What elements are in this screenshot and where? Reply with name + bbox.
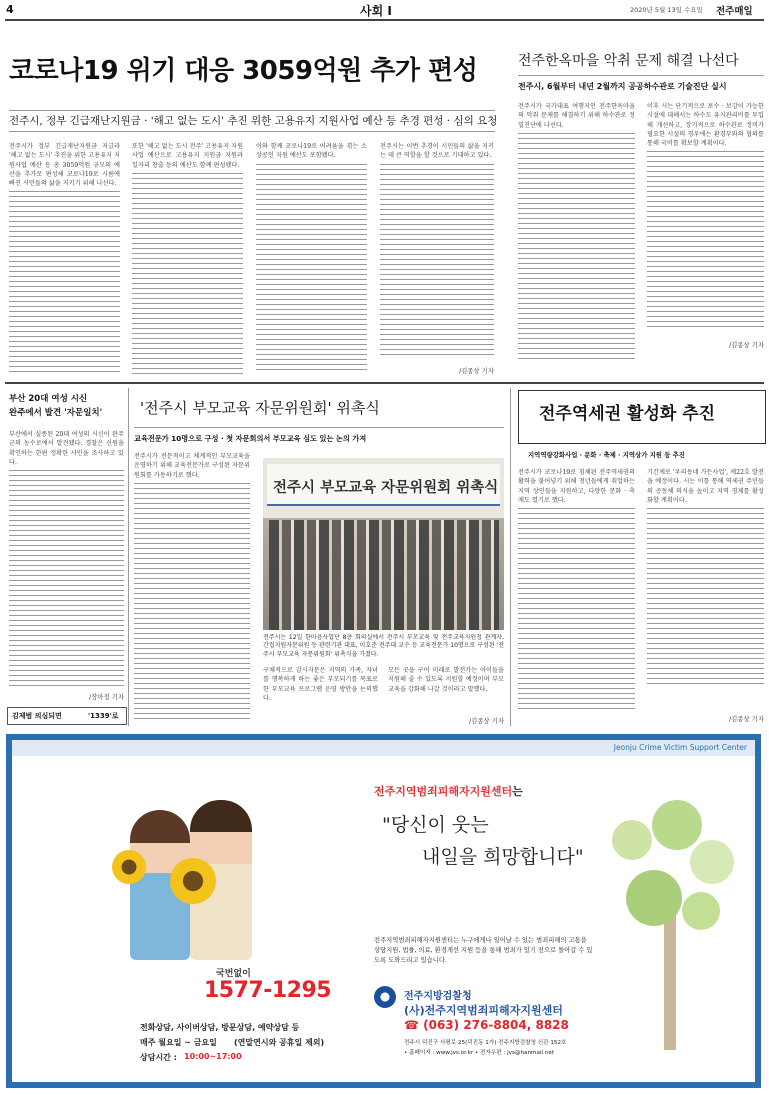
section-divider [5,382,764,384]
station-col-1 [518,468,635,722]
sunflower-icon [170,858,216,904]
hanok-subhead: 전주시, 6월부터 내년 2월까지 공공하수관로 기술진단 실시 [518,82,727,91]
services-text: 전화상담, 사이버상담, 방문상담, 예약상담 등 [140,1023,300,1032]
hotline-number: 1577-1295 [204,978,332,1003]
column-divider-left [128,388,129,726]
page-number: 4 [6,3,14,16]
parent-rule [134,427,504,428]
lead-col-2 [132,142,243,374]
small-ad-label: 김제범 의심되면 [12,712,62,720]
hours-time: 10:00~17:00 [184,1052,242,1061]
lead-col-2-filler [132,173,243,374]
lead-col-1-filler [9,191,120,374]
hanok-byline: /김종상 기자 [728,341,764,349]
brief-title: 부산 20대 여성 시신 [9,394,88,404]
photo-banner-text: 전주시 부모교육 자문위원회 위촉식 [273,479,499,496]
lead-col-1 [9,142,120,374]
leaf-icon-2 [652,800,702,850]
station-col-1-text: 전주시가 코로나19로 침체된 전주역세권의 활력을 불어넣기 위해 청년들에게 취업하는 지역 상인들을 지원하고, 다양한 문화 · 축제도 열기로 했다. [518,469,635,504]
section-name: 사회 I [360,4,392,18]
org-name-2: (사)전주지역범죄피해자지원센터 [404,1004,563,1017]
leaf-icon-4 [626,870,682,926]
parent-col-3-text: 모든 곳을 구어 미래로 발전가는 아이들을 지원해 줄 수 있도록 지원할 예정이며 부모교육을 강화해 나갈 것이라고 말했다. [388,667,504,693]
org-logo-icon [374,986,396,1008]
photo-banner [267,464,500,506]
hours-label: 상담시간 : [140,1053,177,1062]
parent-headline: '전주시 부모교육 자문위원회' 위촉식 [140,399,380,417]
center-name: 전주지역범죄피해자지원센터 [374,785,513,798]
parent-byline: /김종상 기자 [468,717,504,725]
lead-col-4-text: 전주시는 이번 추경이 시민들의 삶을 지키는 데 큰 역할을 할 것으로 기대하고 있다. [380,143,494,160]
org-name-1: 전주지방검찰청 [404,991,472,1002]
sunflower-icon-2 [112,850,146,884]
org-contact[interactable]: • 홈페이지 : www.jvs.or.kr • 전자우편 : jvs@hanmail.net [404,1050,554,1056]
lead-subhead-rule-bottom [9,131,495,132]
lead-col-3-filler [256,164,367,374]
station-col-1-filler [518,508,635,713]
hanok-col-2 [647,102,764,332]
parent-col-2-text: 구체적으로 감시자문은 지역의 가족, 자녀를 행복하게 하는 좋은 부모되기를 목표로 한 부모교육 프로그램 운영 방안을 논의했다. [263,667,378,702]
lead-col-3 [256,142,367,374]
photo-people [269,520,499,630]
parent-subhead: 교육전문가 10명으로 구성 · 첫 자문회의서 부모교육 심도 있는 논의 가져 [134,434,367,443]
lead-subhead-rule [9,110,495,111]
victim-ad [6,734,761,1088]
lead-col-4 [380,142,494,362]
hanok-headline: 전주한옥마을 악취 문제 해결 나선다 [518,53,739,69]
hanok-col-1 [518,102,635,362]
parent-col-1-filler [134,483,250,722]
hanok-col-2-text: 이후 시는 단기적으로 보수 · 보강이 가능한 시설에 대해서는 하수도 유지관리비를 투입해 개선하고, 장기적으로 하수관로 정비가 필요한 시설의 경우에는 환경부와의 협의를 통해 국비를 확보할 계획이다. [647,103,764,148]
lead-headline: 코로나19 위기 대응 3059억원 추가 편성 [9,56,478,86]
brief-text-col [9,430,124,690]
center-name-line [374,780,523,799]
photo-caption: 전주시는 12일 한마음사업단 8층 회의실에서 전주시 부모교육 및 전주교육지원청 관계자, 간접지원자문위원 등 관련기관 대표, 이호준 전주대 교수 등 교육전문가 10명으로 구성된 '전주시 부모교육 자문위원회' 위촉식을 가졌다. [263,634,504,658]
station-col-2-filler [647,508,764,688]
parent-col-2 [263,666,378,722]
hanok-col-1-filler [518,133,635,362]
small-ad-number: '1339'로 [88,712,119,720]
lead-byline: /김종상 기자 [458,367,494,375]
lead-col-3-text: 이와 함께 코로나19로 어려움을 겪는 소상공인 지원 예산도 포함됐다. [256,143,367,160]
hours-note: (연말연시와 공휴일 제외) [234,1038,325,1047]
leaf-icon [612,820,652,860]
org-phone: ☎ (063) 276-8804, 8828 [404,1018,569,1032]
leaf-icon-5 [682,892,720,930]
lead-col-1-text: 전주시가 정부 긴급재난지원금 지급과 '해고 없는 도시' 추진을 위한 고용유지 지원사업 예산 등 총 3059억원 규모의 예산을 추가로 편성해 코로나19로 시름에 빠진 시민들의 삶을 지키기 위해 나선다. [9,143,120,188]
station-col-2 [647,468,764,708]
ad-english-name: Jeonju Crime Victim Support Center [613,743,747,752]
lead-col-2-text: 또한 '해고 없는 도시 전주' 고용유지 지원사업 예산으로 고용유지 지원금 지원과 일자리 창출 등의 예산도 함께 편성됐다. [132,143,243,169]
center-name-suffix: 는 [512,785,523,798]
org-address: 전주시 덕진구 사평로 25(덕진동 1가) 전주지방검찰청 신관 152호 [404,1040,567,1046]
lead-col-4-filler [380,164,494,359]
hanok-col-1-text: 전주시가 국가대표 여행지인 전주한옥마을의 악취 문제를 해결하기 위해 하수관로 정밀진단에 나선다. [518,103,635,129]
brief-text: 부산에서 실종된 20대 여성의 시신이 완주군의 농수로에서 발견됐다. 경찰은 신원을 확인하는 한편 정확한 사인을 조사하고 있다. [9,431,124,466]
masthead-rule [5,19,764,21]
paper-name: 전주매일 [716,6,753,17]
column-divider-right [510,388,511,726]
tree-trunk [664,910,676,1050]
issue-date: 2020년 5월 13일 수요일 [630,6,703,14]
hours-days: 매주 월요일 ~ 금요일 [140,1038,217,1047]
slogan-line-2: 내일을 희망합니다" [422,846,584,868]
parent-col-1 [134,452,250,722]
ceremony-photo [263,458,504,630]
station-headline: 전주역세권 활성화 추진 [539,404,716,424]
station-col-2-text: 기간제로 '우리동네 가든사업', 제22호 발전을 예정이다. 시는 이를 통해 역세권 주민들의 공동체 의식을 높이고 지역 경제를 활성화할 계획이다. [647,469,764,504]
ad-description: 전주지역범죄피해자지원센터는 누구에게나 일어날 수 있는 범죄피해의 고통을 상담지원, 법률, 의료, 환경개선 지원 등을 통해 범죄가 있기 전으로 돌아갈 수 있도록 도와드리고 있습니다. [374,937,593,964]
parent-col-3 [388,666,504,712]
hanok-rule [518,75,764,76]
station-headline-box [518,390,766,444]
children-photo [110,770,260,970]
slogan-line-1: "당신이 웃는 [382,814,489,836]
hanok-col-2-filler [647,151,764,331]
lead-subhead: 전주시, 정부 긴급재난지원금 · '해고 없는 도시' 추진 위한 고용유지 지원사업 예산 등 추경 편성 · 심의 요청 [9,115,498,127]
leaf-icon-3 [690,840,734,884]
ad-top-band [12,740,755,756]
parent-col-1-text: 전주시가 전문적이고 체계적인 부모교육을 운영하기 위해 교육전문가로 구성된 자문위원회를 가동하기로 했다. [134,453,250,479]
station-subhead: 지역역량강화사업 · 문화 · 축제 · 지역상가 지원 등 추진 [528,451,685,459]
brief-filler [9,470,124,690]
brief-byline: /장아정 기자 [88,693,124,701]
tree-illustration [602,800,742,1050]
masthead [0,0,769,20]
small-ad-box [7,707,127,725]
station-byline: /김종상 기자 [728,715,764,723]
hotline-label: 국번없이 [216,969,251,979]
brief-subtitle: 완주에서 발견 '자문일치' [9,408,103,418]
